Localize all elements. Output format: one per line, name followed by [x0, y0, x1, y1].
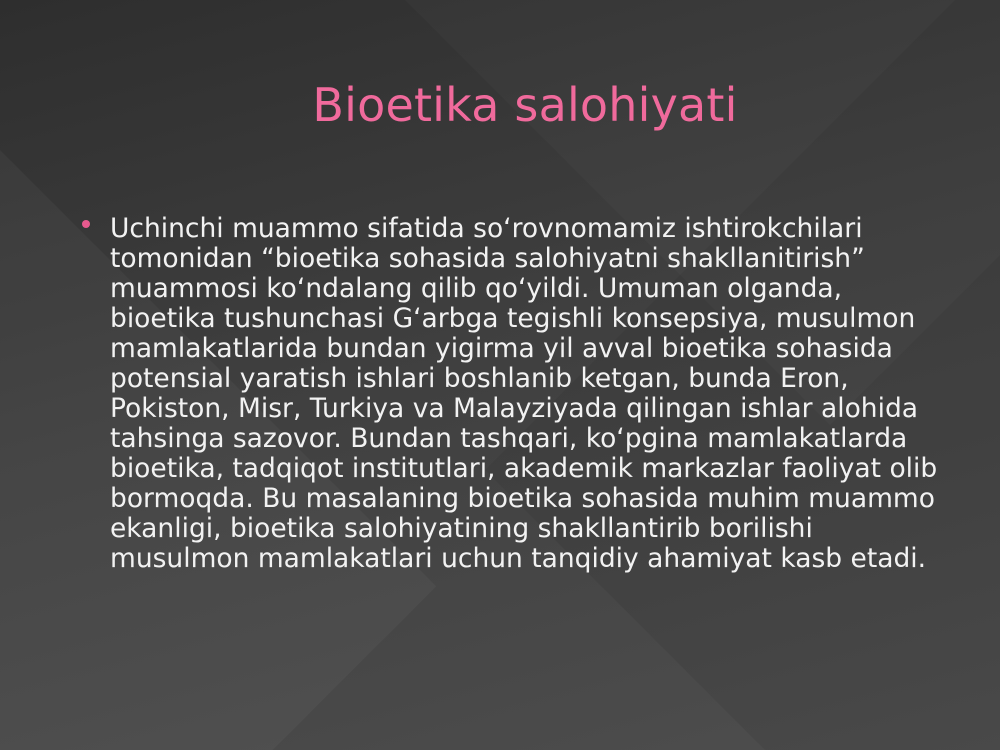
slide-body [68, 214, 948, 574]
bullet-text: Uchinchi muammo sifatida so‘rovnomamiz ishtirokchilari tomonidan “bioetika sohasida salohiyatni shakllanitirish” muammosi ko‘ndalang qilib qo‘yildi. Umuman olganda, bioetika tushunchasi G‘arbga tegishli konsepsiya, musulmon mamlakatlarida bundan yigirma yil avval bioetika sohasida potensial yaratish ishlari boshlanib ketgan, bunda Eron, Pokiston, Misr, Turkiya va Malayziyada qilingan ishlar alohida tahsinga sazovor. Bundan tashqari, ko‘pgina mamlakatlarda bioetika, tadqiqot institutlari, akademik markazlar faoliyat olib bormoqda. Bu masalaning bioetika sohasida muhim muammo ekanligi, bioetika salohiyatining shakllantirib borilishi musulmon mamlakatlari uchun tanqidiy ahamiyat kasb etadi. [110, 213, 938, 574]
slide-title: Bioetika salohiyati [312, 78, 738, 132]
bullet-icon [82, 220, 90, 228]
bullet-item [68, 214, 948, 574]
